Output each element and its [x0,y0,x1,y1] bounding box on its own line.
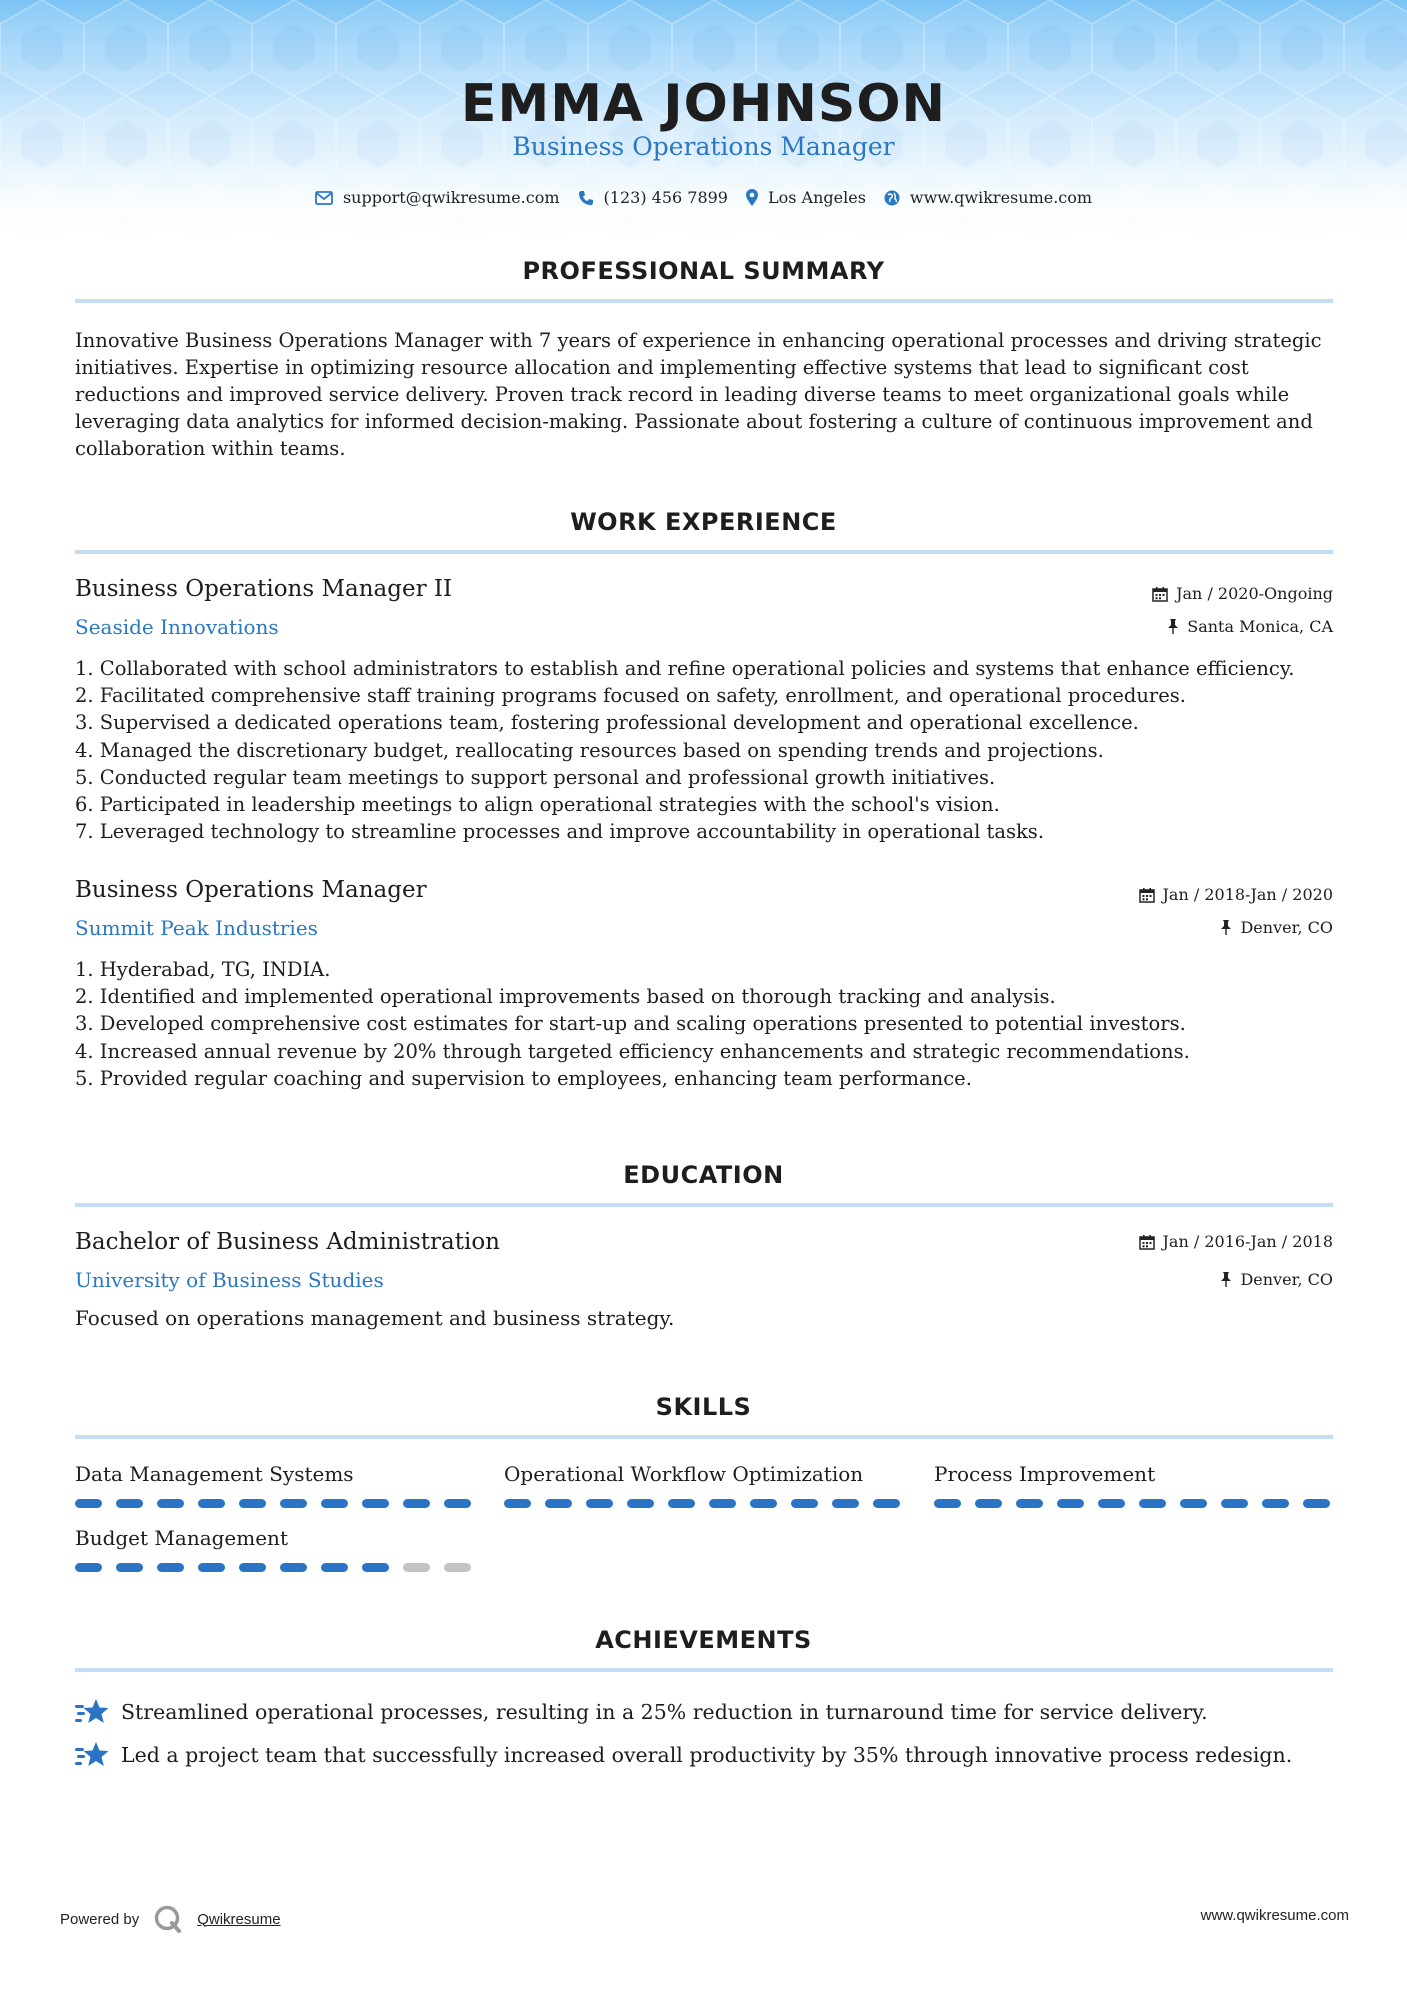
skill-dash-filled [157,1563,184,1572]
summary-divider [75,299,1333,303]
skill-dash-filled [934,1499,961,1508]
skill-dash-filled [198,1499,225,1508]
star-icon [75,1740,109,1770]
brand-link[interactable]: Qwikresume [197,1910,281,1928]
skill-dash-filled [362,1499,389,1508]
skill-dash-filled [1057,1499,1084,1508]
list-item: 3. Supervised a dedicated operations team, fostering professional development and operational excellence. [75,711,1139,735]
skill-dash-filled [1098,1499,1125,1508]
experience-divider [75,550,1333,554]
skill-dash-filled [280,1499,307,1508]
skill-dash-filled [321,1499,348,1508]
experience-heading: WORK EXPERIENCE [570,508,837,536]
achievement-text: Streamlined operational processes, resulting in a 25% reduction in turnaround time for service delivery. [121,1700,1208,1724]
skill-dash-filled [116,1563,143,1572]
list-item: 1. Hyderabad, TG, INDIA. [75,958,331,981]
calendar-icon [1139,887,1155,903]
skill-dash-filled [750,1499,777,1508]
school-name: University of Business Studies [75,1268,384,1292]
skill-dash-filled [832,1499,859,1508]
map-pin-icon [746,189,758,206]
job-location-text: Denver, CO [1240,918,1333,937]
list-item: 2. Facilitated comprehensive staff training programs focused on safety, enrollment, and operational procedures. [75,684,1186,708]
footer-branding [60,1904,281,1934]
achievement-item [75,1740,1292,1770]
skill-name: Operational Workflow Optimization [504,1462,864,1486]
skill-level-bar [75,1563,471,1572]
candidate-name: EMMA JOHNSON [460,74,947,134]
skill-level-bar [504,1499,900,1508]
education-location [1220,1270,1333,1289]
contact-location [746,188,866,207]
job-dates-text: Jan / 2018-Jan / 2020 [1162,885,1333,904]
skill-dash-filled [1262,1499,1289,1508]
star-icon [75,1697,109,1727]
job-dates [1152,584,1333,603]
summary-text: Innovative Business Operations Manager with 7 years of experience in enhancing operational processes and driving strategic initiatives. Expertise in optimizing resource allocation and implementing effective systems that lead to significant cost reductions and improved service delivery. Proven track record in leading diverse teams to meet organizational goals while leveraging data analytics for informed decision-making. Passionate about fostering a culture of continuous improvement and collaboration within teams. [75,329,1322,460]
job-location [1167,617,1333,636]
skill-dash-filled [545,1499,572,1508]
list-item: 4. Managed the discretionary budget, reallocating resources based on spending trends and projections. [75,738,1104,762]
footer-website[interactable]: www.qwikresume.com [1200,1907,1349,1924]
skill-dash-empty [403,1563,430,1572]
skill-dash-filled [668,1499,695,1508]
pushpin-icon [1220,920,1232,935]
list-item: 5. Provided regular coaching and supervision to employees, enhancing team performance. [75,1066,972,1090]
skill-dash-filled [280,1563,307,1572]
skill-dash-filled [873,1499,900,1508]
skill-dash-filled [1303,1499,1330,1508]
contact-email[interactable] [315,188,560,207]
education-heading: EDUCATION [623,1161,784,1189]
list-item: 7. Leveraged technology to streamline processes and improve accountability in operational tasks. [75,820,1045,844]
job-bullets [75,655,1345,845]
skill-dash-filled [239,1563,266,1572]
skill-dash-filled [1221,1499,1248,1508]
achievements-heading: ACHIEVEMENTS [595,1626,812,1654]
email-text: support@qwikresume.com [342,188,560,207]
skill-dash-filled [362,1563,389,1572]
skill-dash-filled [586,1499,613,1508]
list-item: 3. Developed comprehensive cost estimates for start-up and scaling operations presented to potential investors. [75,1012,1186,1036]
skills-heading: SKILLS [655,1393,752,1421]
achievements-divider [75,1668,1333,1672]
skill-level-bar [75,1499,471,1508]
skill-dash-filled [1139,1499,1166,1508]
location-text: Los Angeles [767,188,866,207]
skill-dash-filled [239,1499,266,1508]
education-note: Focused on operations management and business strategy. [75,1306,675,1330]
website-text: www.qwikresume.com [909,188,1093,207]
skill-name: Data Management Systems [75,1462,354,1486]
job-dates-text: Jan / 2020-Ongoing [1176,584,1333,603]
calendar-icon [1139,1234,1155,1250]
skill-dash-filled [975,1499,1002,1508]
skill-dash-filled [157,1499,184,1508]
skill-dash-filled [1180,1499,1207,1508]
achievement-text: Led a project team that successfully increased overall productivity by 35% through innovative process redesign. [121,1743,1293,1767]
job-location [1220,918,1333,937]
skill-dash-filled [198,1563,225,1572]
education-location-text: Denver, CO [1240,1270,1333,1289]
skill-dash-filled [627,1499,654,1508]
skill-dash-filled [321,1563,348,1572]
job-title: Business Operations Manager [75,877,427,903]
contact-website[interactable] [884,188,1092,207]
education-divider [75,1203,1333,1207]
skill-name: Process Improvement [934,1462,1156,1486]
job-location-text: Santa Monica, CA [1187,617,1333,636]
phone-icon [578,190,594,206]
skill-dash-empty [444,1563,471,1572]
job-title: Business Operations Manager II [75,576,453,602]
skill-dash-filled [116,1499,143,1508]
education-dates-text: Jan / 2016-Jan / 2018 [1162,1232,1333,1251]
skill-dash-filled [709,1499,736,1508]
skill-dash-filled [75,1563,102,1572]
pushpin-icon [1220,1272,1232,1287]
job-bullets [75,956,1345,1092]
calendar-icon [1152,586,1168,602]
qwikresume-logo-icon [153,1904,183,1934]
list-item: 2. Identified and implemented operational improvements based on thorough tracking and analysis. [75,985,1056,1009]
skill-level-bar [934,1499,1330,1508]
envelope-icon [315,191,333,205]
degree-title: Bachelor of Business Administration [75,1229,500,1255]
job-company: Seaside Innovations [75,615,279,639]
globe-icon [884,190,900,206]
job-dates [1139,885,1333,904]
skill-name: Budget Management [75,1526,288,1550]
achievement-item [75,1697,1208,1727]
skill-dash-filled [444,1499,471,1508]
candidate-role: Business Operations Manager [512,132,895,161]
education-dates [1139,1232,1333,1251]
pushpin-icon [1167,619,1179,634]
skill-dash-filled [75,1499,102,1508]
skill-dash-filled [403,1499,430,1508]
contact-phone[interactable] [578,188,728,207]
skill-dash-filled [791,1499,818,1508]
list-item: 4. Increased annual revenue by 20% through targeted efficiency enhancements and strategic recommendations. [75,1039,1190,1063]
phone-text: (123) 456 7899 [603,188,728,207]
skill-dash-filled [504,1499,531,1508]
list-item: 6. Participated in leadership meetings to align operational strategies with the school's vision. [75,793,1000,817]
summary-heading: PROFESSIONAL SUMMARY [522,257,885,285]
powered-by-label: Powered by [60,1910,140,1928]
contact-bar [0,188,1407,207]
skill-dash-filled [1016,1499,1043,1508]
list-item: 5. Conducted regular team meetings to support personal and professional growth initiatives. [75,765,996,789]
skills-divider [75,1435,1333,1439]
job-company: Summit Peak Industries [75,916,318,940]
list-item: 1. Collaborated with school administrators to establish and refine operational policies and systems that enhance efficiency. [75,657,1295,680]
